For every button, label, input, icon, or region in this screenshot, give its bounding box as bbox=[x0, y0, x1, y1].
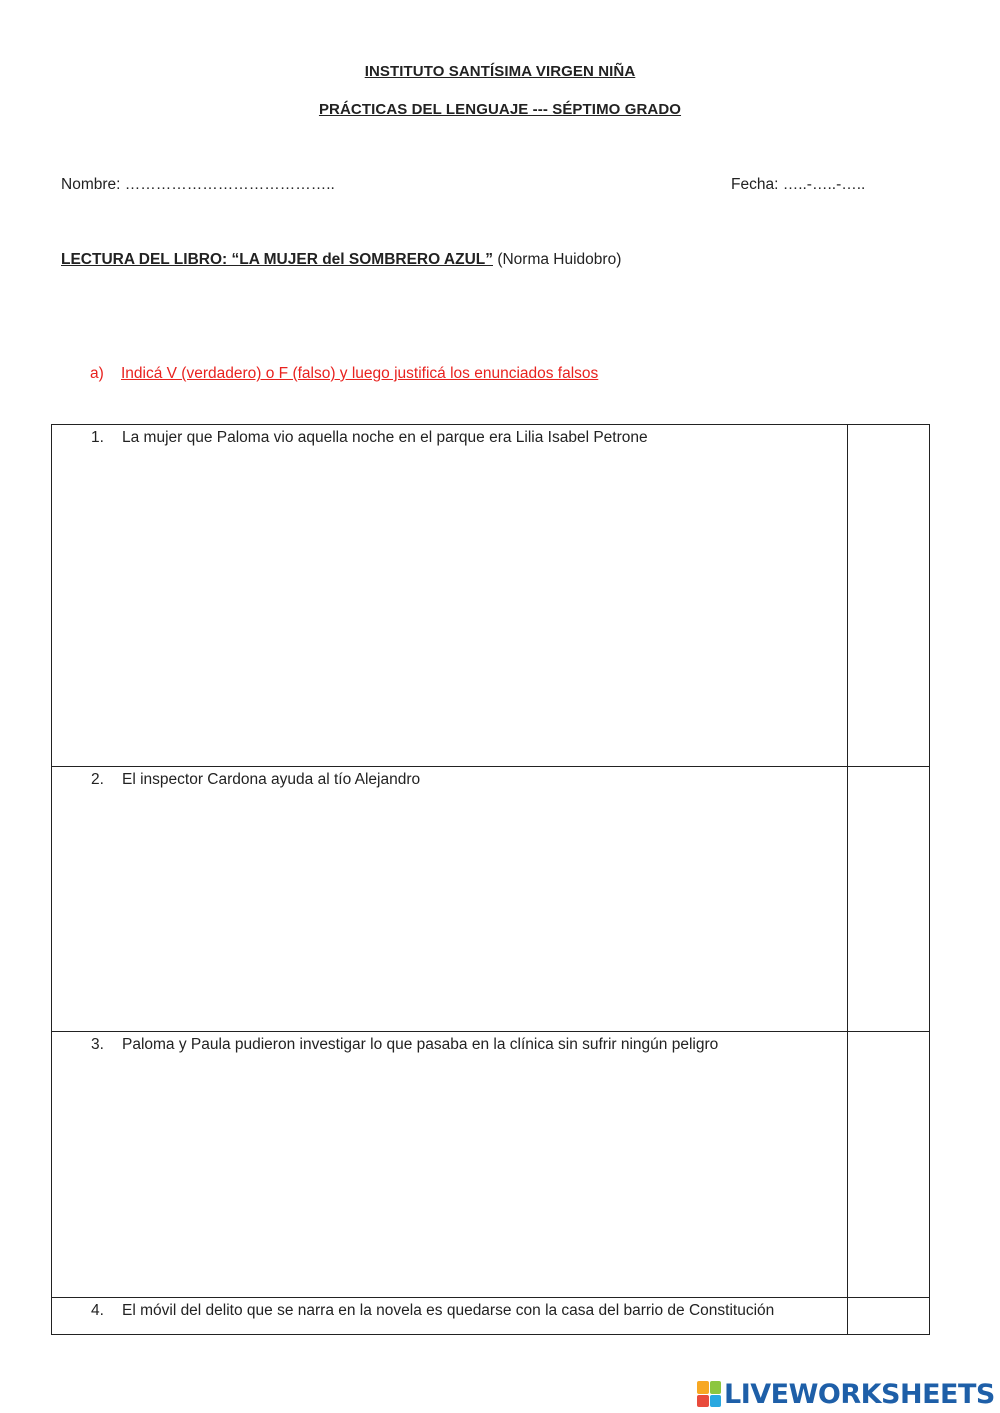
statement-text: El móvil del delito que se narra en la novela es quedarse con la casa del barrio de Constitución bbox=[122, 1302, 775, 1319]
liveworksheets-watermark bbox=[697, 1379, 995, 1409]
subject-title: PRÁCTICAS DEL LENGUAJE --- SÉPTIMO GRADO bbox=[318, 101, 682, 118]
book-line bbox=[61, 251, 621, 269]
liveworksheets-logo-icon bbox=[697, 1381, 721, 1407]
table-row bbox=[52, 1032, 930, 1298]
name-field: Nombre: ………………………………….. bbox=[61, 176, 335, 193]
statement-cell bbox=[52, 425, 848, 767]
answer-cell[interactable] bbox=[848, 1298, 930, 1335]
answer-cell[interactable] bbox=[848, 425, 930, 767]
true-false-table bbox=[51, 424, 930, 1335]
school-title: INSTITUTO SANTÍSIMA VIRGEN NIÑA bbox=[364, 63, 636, 80]
table-row bbox=[52, 425, 930, 767]
instruction bbox=[90, 365, 598, 383]
statement-number: 1. bbox=[91, 429, 104, 446]
date-field: Fecha: …..-…..-….. bbox=[731, 176, 866, 193]
statement-cell bbox=[52, 767, 848, 1032]
answer-cell[interactable] bbox=[848, 1032, 930, 1298]
statement-cell bbox=[52, 1298, 848, 1335]
instruction-marker: a) bbox=[90, 365, 104, 382]
table-row bbox=[52, 1298, 930, 1335]
statement-number: 4. bbox=[91, 1302, 104, 1319]
answer-cell[interactable] bbox=[848, 767, 930, 1032]
book-title: LECTURA DEL LIBRO: “LA MUJER del SOMBRERO AZUL” bbox=[61, 251, 493, 268]
table-row bbox=[52, 767, 930, 1032]
liveworksheets-logo-text: LIVEWORKSHEETS bbox=[724, 1378, 995, 1410]
statement-number: 2. bbox=[91, 771, 104, 788]
statement-text: Paloma y Paula pudieron investigar lo que pasaba en la clínica sin sufrir ningún peligro bbox=[122, 1036, 719, 1053]
statement-text: La mujer que Paloma vio aquella noche en el parque era Lilia Isabel Petrone bbox=[122, 429, 648, 446]
statement-cell bbox=[52, 1032, 848, 1298]
book-author: (Norma Huidobro) bbox=[497, 251, 622, 268]
statement-number: 3. bbox=[91, 1036, 104, 1053]
statement-text: El inspector Cardona ayuda al tío Alejandro bbox=[122, 771, 421, 788]
instruction-text: Indicá V (verdadero) o F (falso) y luego justificá los enunciados falsos bbox=[121, 365, 599, 382]
